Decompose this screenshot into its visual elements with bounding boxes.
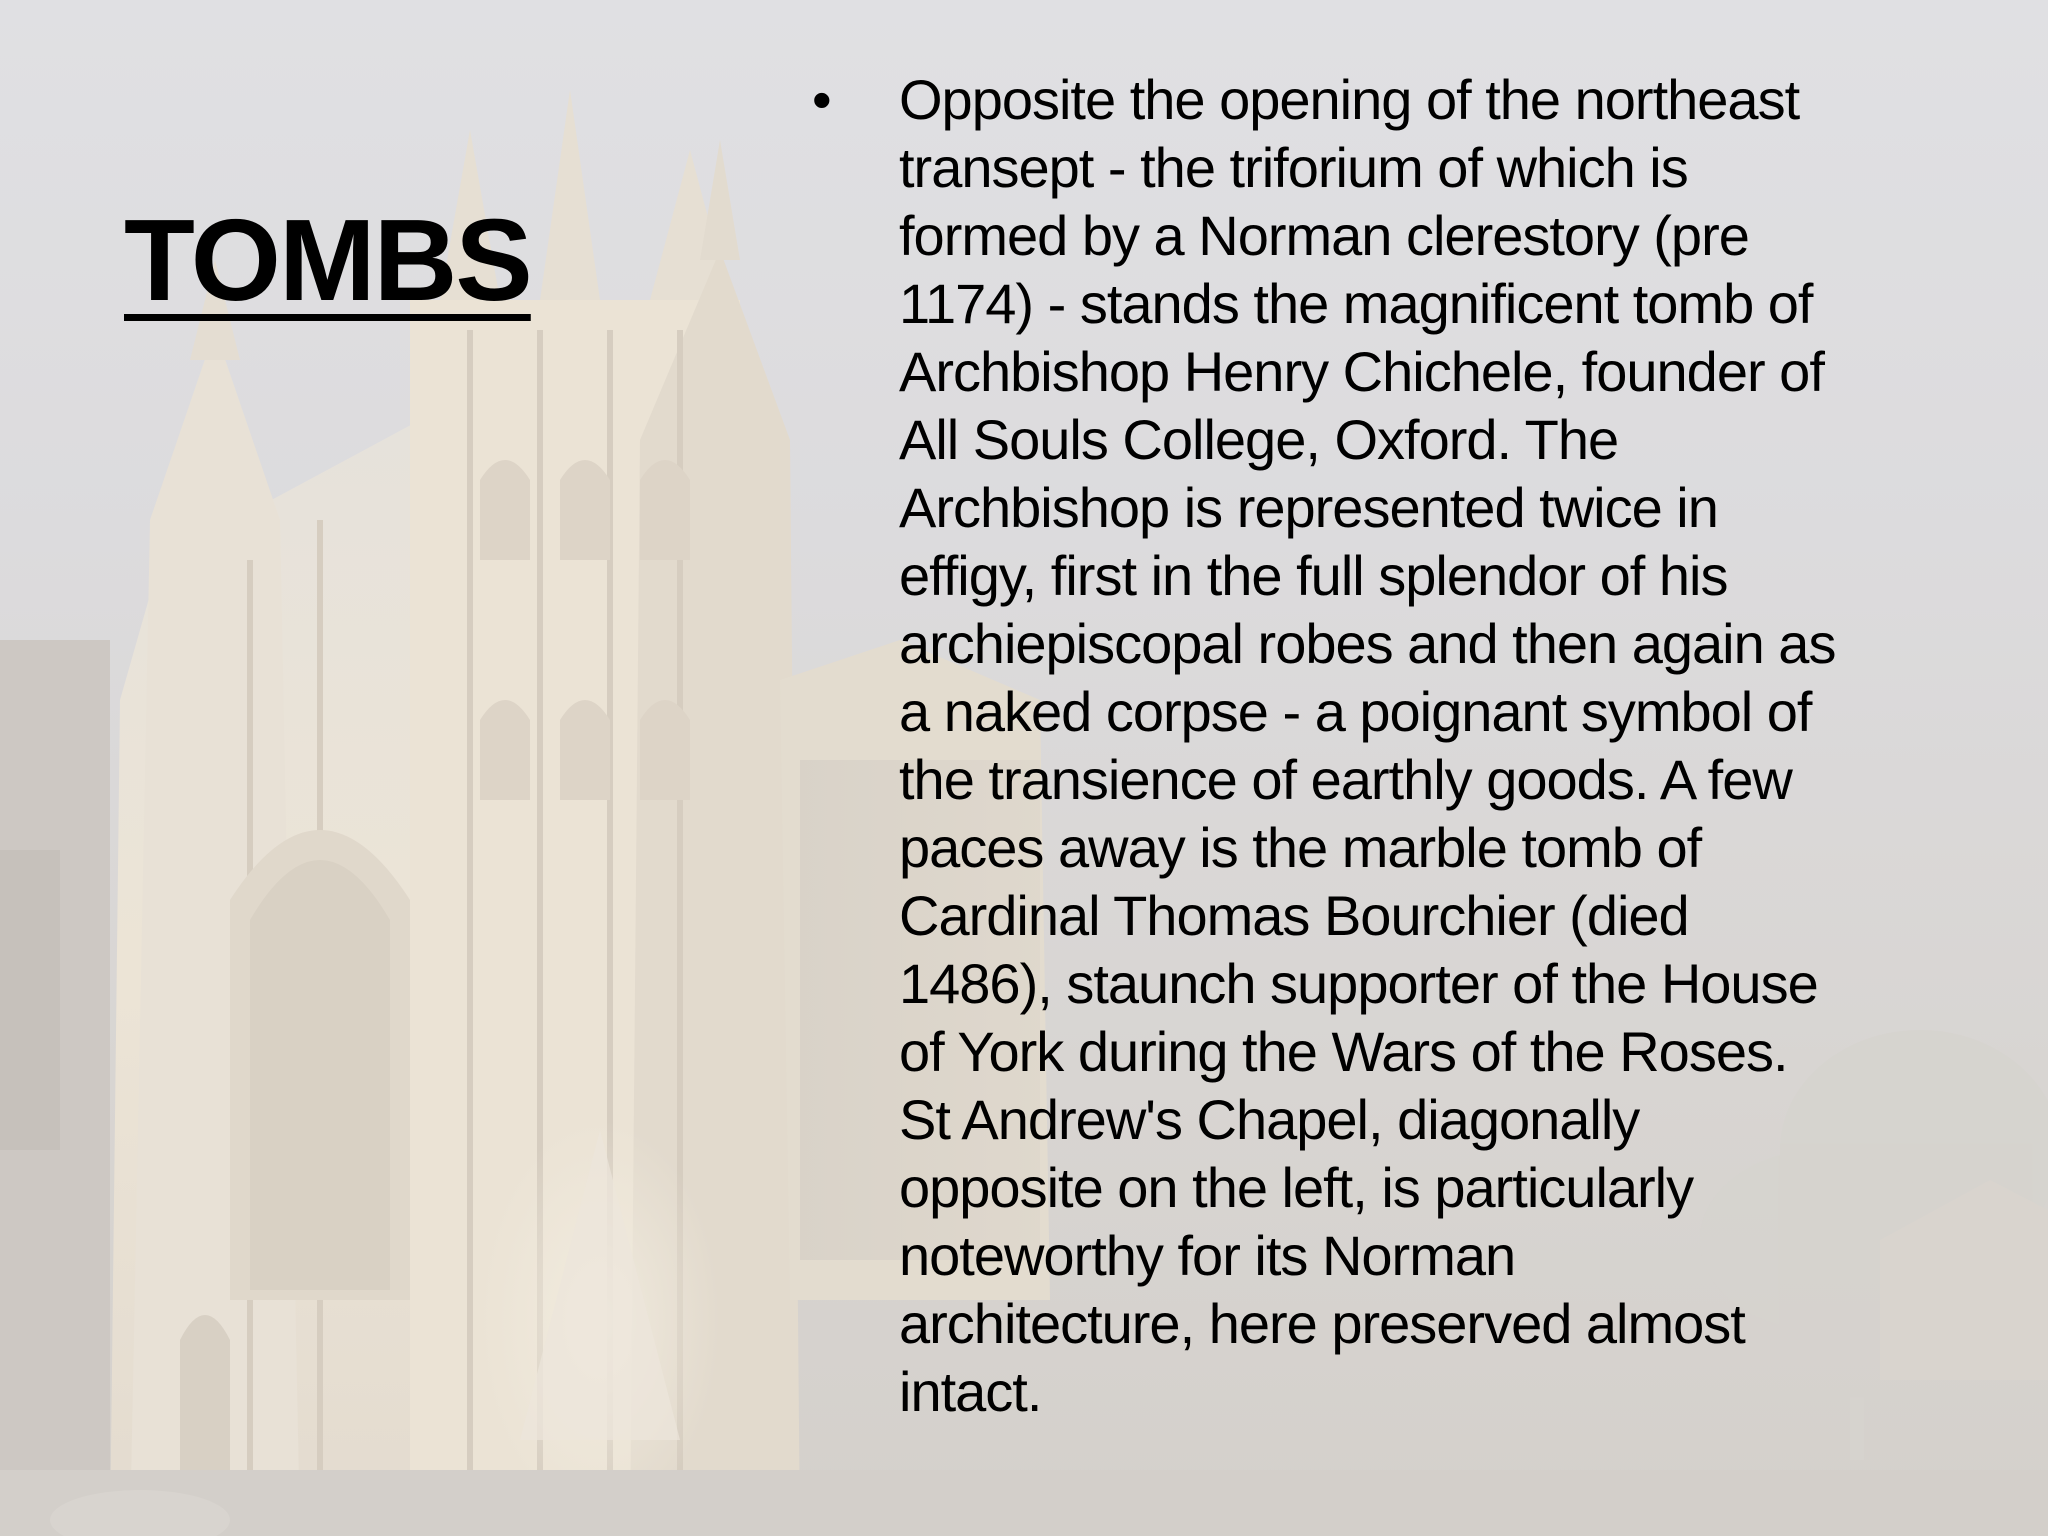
body-line: effigy, first in the full splendor of his [899,544,1728,607]
slide-title: TOMBS [124,195,531,325]
bullet-item [812,66,2032,1426]
body-line: Cardinal Thomas Bourchier (died [899,884,1689,947]
body-line: Archbishop is represented twice in [899,476,1718,539]
body-line: 1486), staunch supporter of the House [899,952,1818,1015]
body-line: paces away is the marble tomb of [899,816,1702,879]
body-line: 1174) - stands the magnificent tomb of [899,272,1813,335]
body-line: noteworthy for its Norman [899,1224,1516,1287]
body-line: St Andrew's Chapel, diagonally [899,1088,1640,1151]
body-line: transept - the triforium of which is [899,136,1688,199]
body-line: the transience of earthly goods. A few [899,748,1792,811]
body-line: intact. [899,1360,1042,1423]
bullet-list [812,66,2032,1426]
body-line: opposite on the left, is particularly [899,1156,1694,1219]
bullet-icon: • [812,68,831,131]
body-line: architecture, here preserved almost [899,1292,1745,1355]
body-line: formed by a Norman clerestory (pre [899,204,1749,267]
body-line: All Souls College, Oxford. The [899,408,1619,471]
body-line: a naked corpse - a poignant symbol of [899,680,1812,743]
body-line: Opposite the opening of the northeast [899,68,1800,131]
body-line: archiepiscopal robes and then again as [899,612,1836,675]
body-line: Archbishop Henry Chichele, founder of [899,340,1824,403]
body-line: of York during the Wars of the Roses. [899,1020,1788,1083]
